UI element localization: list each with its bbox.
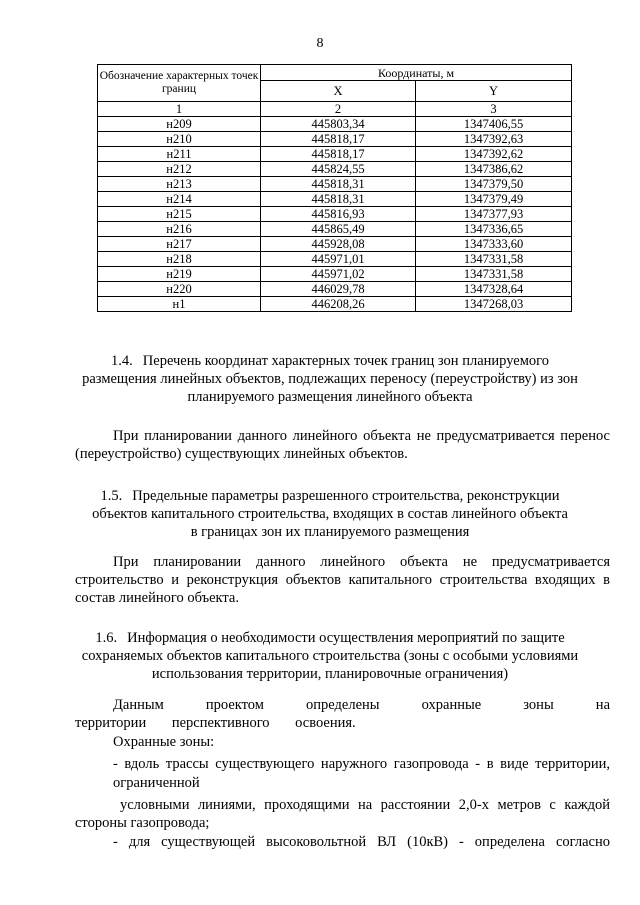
table-row [98,117,572,132]
coordinates-table [97,64,572,312]
section-title-line: размещения линейных объектов, подлежащих переносу (переустройству) из зон [82,371,578,387]
x-cell: 445816,93 [261,207,416,222]
section-number: 1.6. [95,630,118,646]
table-row [98,267,572,282]
point-cell: н218 [98,252,261,267]
point-cell: н215 [98,207,261,222]
section-title-line [75,487,585,505]
y-cell: 1347331,58 [416,252,572,267]
point-cell: н1 [98,297,261,312]
section-1-5-body: При планировании данного линейного объекта не предусматривается строительство и реконструкция объектов капитального строительства входящих в состав линейного объекта. [75,554,610,606]
section-1-6-body: Данным проектом определены охранные зоны на территории перспективного освоения. [75,697,610,731]
point-cell: н209 [98,117,261,132]
section-title-line: сохраняемых объектов капитального строительства (зоны с особыми условиями [81,648,579,664]
x-cell: 445824,55 [261,162,416,177]
table-row [98,132,572,147]
y-cell: 1347406,55 [416,117,572,132]
table-row [98,162,572,177]
header-coordinates: Координаты, м [261,65,572,81]
y-cell: 1347392,62 [416,147,572,162]
x-cell: 446029,78 [261,282,416,297]
table-row [98,177,572,192]
table-row [98,207,572,222]
header-designation: Обозначение характерных точек границ [98,65,261,102]
section-title-line: в границах зон их планируемого размещения [190,524,470,540]
bullet-gas-pipeline-cont: ограниченной [113,775,200,791]
point-cell: н220 [98,282,261,297]
x-cell: 445818,17 [261,132,416,147]
bullet-power-line: - для существующей высоковольтной ВЛ (10кВ) - определена согласно [113,834,610,850]
section-1-6-title [75,629,585,683]
table-row [98,147,572,162]
x-cell: 445818,31 [261,177,416,192]
table-row [98,192,572,207]
page-number: 8 [316,36,324,51]
point-cell: н214 [98,192,261,207]
section-1-5-title [75,487,585,541]
y-cell: 1347268,03 [416,297,572,312]
section-title-text: Информация о необходимости осуществления мероприятий по защите [127,630,565,646]
y-cell: 1347328,64 [416,282,572,297]
header-x: X [261,81,416,102]
table-row [98,282,572,297]
section-1-4-body: При планировании данного линейного объекта не предусматривается перенос (переустройство) существующих линейных объектов. [75,428,610,462]
x-cell: 445971,01 [261,252,416,267]
table-row [98,252,572,267]
x-cell: 445818,31 [261,192,416,207]
protection-zones-label: Охранные зоны: [113,734,215,750]
y-cell: 1347377,93 [416,207,572,222]
section-title-line [75,352,585,370]
point-cell: н216 [98,222,261,237]
y-cell: 1347386,62 [416,162,572,177]
bullet-gas-pipeline-distance: условными линиями, проходящими на расстоянии 2,0-х метров с каждой стороны газопровода; [75,797,610,831]
table-row [98,237,572,252]
y-cell: 1347333,60 [416,237,572,252]
y-cell: 1347379,50 [416,177,572,192]
point-cell: н212 [98,162,261,177]
x-cell: 445865,49 [261,222,416,237]
y-cell: 1347392,63 [416,132,572,147]
point-cell: н219 [98,267,261,282]
section-title-line: планируемого размещения линейного объекта [187,389,473,405]
x-cell: 445818,17 [261,147,416,162]
point-cell: н210 [98,132,261,147]
section-title-line: использования территории, планировочные ограничения) [151,666,509,682]
bullet-gas-pipeline: - вдоль трассы существующего наружного газопровода - в виде территории, [113,756,610,772]
x-cell: 446208,26 [261,297,416,312]
column-number: 1 [98,102,261,117]
column-number: 2 [261,102,416,117]
x-cell: 445803,34 [261,117,416,132]
section-title-text: Предельные параметры разрешенного строительства, реконструкции [132,488,560,504]
table-row [98,222,572,237]
section-title-text: Перечень координат характерных точек границ зон планируемого [142,353,549,369]
point-cell: н213 [98,177,261,192]
column-number: 3 [416,102,572,117]
point-cell: н217 [98,237,261,252]
section-title-line [75,629,585,647]
y-cell: 1347331,58 [416,267,572,282]
x-cell: 445928,08 [261,237,416,252]
point-cell: н211 [98,147,261,162]
section-number: 1.5. [100,488,123,504]
header-y: Y [416,81,572,102]
section-title-line: объектов капитального строительства, входящих в состав линейного объекта [92,506,568,522]
y-cell: 1347336,65 [416,222,572,237]
x-cell: 445971,02 [261,267,416,282]
section-1-4-title [75,352,585,406]
section-number: 1.4. [111,353,133,369]
y-cell: 1347379,49 [416,192,572,207]
table-row [98,297,572,312]
